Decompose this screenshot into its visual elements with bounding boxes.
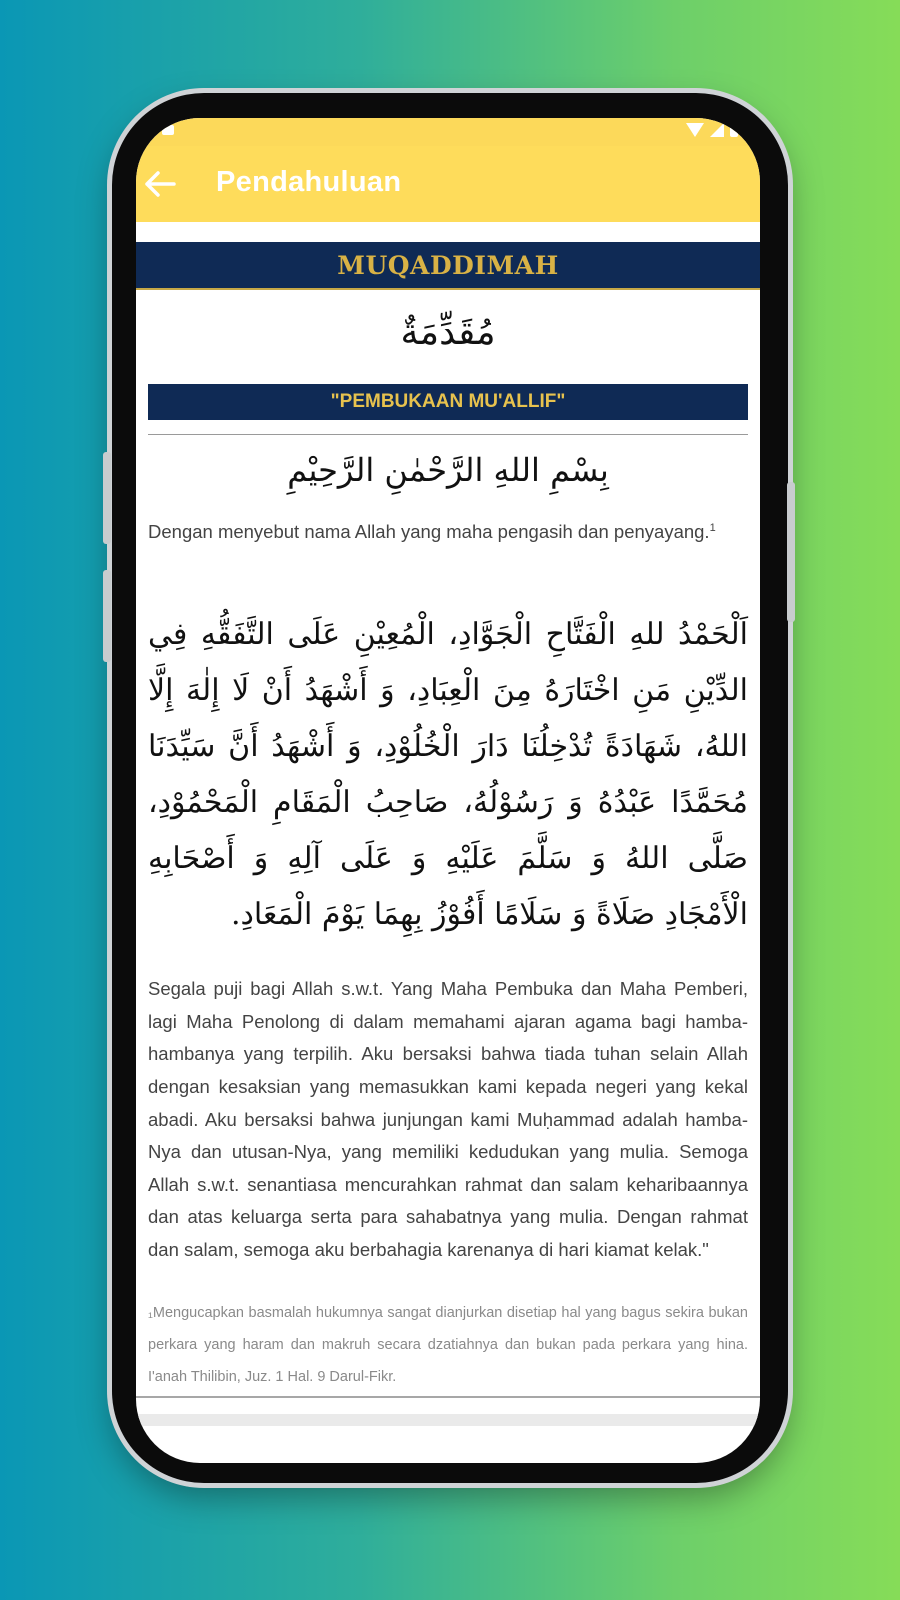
arabic-title: مُقَدِّمَةٌ [400, 312, 496, 353]
basmalah-translation-text: Dengan menyebut nama Allah yang maha pengasih dan penyayang. [148, 521, 710, 543]
app-bar [136, 146, 760, 222]
footnote-ref[interactable]: 1 [709, 522, 716, 534]
sub-header [148, 384, 748, 420]
bottom-bar [136, 1414, 760, 1426]
battery-icon [730, 123, 738, 137]
footnote-text: ₁Mengucapkan basmalah hukumnya sangat dianjurkan disetiap hal yang bagus sekira bukan perkara yang haram dan makruh secara dzatiahnya dan bukan pada perkara yang hina. I'anah Thilibin, Juz. 1 Hal. 9 Darul-Fikr. [148, 1304, 748, 1385]
signal-icon [710, 123, 724, 137]
section-title: MUQADDIMAH [337, 250, 559, 280]
wifi-icon [686, 123, 704, 137]
arabic-text: اَلْحَمْدُ للهِ الْفَتَّاحِ الْجَوَّادِ، الْمُعِيْنِ عَلَى التَّفَقُّهِ فِي الدِّيْنِ مَنِ اخْتَارَهُ مِنَ الْعِبَادِ، وَ أَشْهَدُ أَنْ لَا إِلٰهَ إِلَّا اللهُ، شَهَادَةً تُدْخِلُنَا دَارَ الْخُلُوْدِ، وَ أَشْهَدُ أَنَّ سَيِّدَنَا مُحَمَّدًا عَبْدُهُ وَ رَسُوْلُهُ، صَاحِبُ الْمَقَامِ الْمَحْمُوْدِ، صَلَّى اللهُ وَ سَلَّمَ عَلَيْهِ وَ عَلَى آلِهِ وَ أَصْحَابِهِ الْأَمْجَادِ صَلَاةً وَ سَلَامًا أَفُوْزُ بِهِمَا يَوْمَ الْمَعَادِ. [148, 617, 748, 933]
back-arrow-icon[interactable] [144, 170, 176, 198]
section-header [136, 242, 760, 290]
notification-icon [162, 125, 174, 135]
bottom-divider [136, 1396, 760, 1398]
app-screen [136, 118, 760, 1463]
translation-text: Segala puji bagi Allah s.w.t. Yang Maha Pembuka dan Maha Pemberi, lagi Maha Penolong di dalam memahami ajaran agama bagi hamba-hambanya yang terpilih. Aku bersaksi bahwa tiada tuhan selain Allah dengan kesaksian yang memasukkan kami kepada negeri yang kekal abadi. Aku bersaksi bahwa junjungan kami Muḥammad adalah hamba-Nya dan utusan-Nya, yang memiliki kedudukan yang mulia. Semoga Allah s.w.t. senantiasa mencurahkan rahmat dan salam keharibaannya dan atas keluarga serta para sahabatnya yang mulia. Dengan rahmat dan salam, semoga aku berbahagia karenanya di hari kiamat kelak." [148, 978, 748, 1260]
basmalah: بِسْمِ اللهِ الرَّحْمٰنِ الرَّحِيْمِ [287, 451, 609, 489]
top-spacer [136, 222, 760, 242]
phone-side-button [103, 452, 111, 544]
phone-power-button [787, 482, 795, 622]
status-bar [136, 118, 760, 146]
status-icons [686, 123, 738, 137]
basmalah-translation [148, 511, 748, 549]
reader-content [136, 222, 760, 1393]
page-title: Pendahuluan [216, 166, 402, 198]
phone-side-button [103, 570, 111, 662]
sub-title: "PEMBUKAAN MU'ALLIF" [330, 391, 566, 412]
